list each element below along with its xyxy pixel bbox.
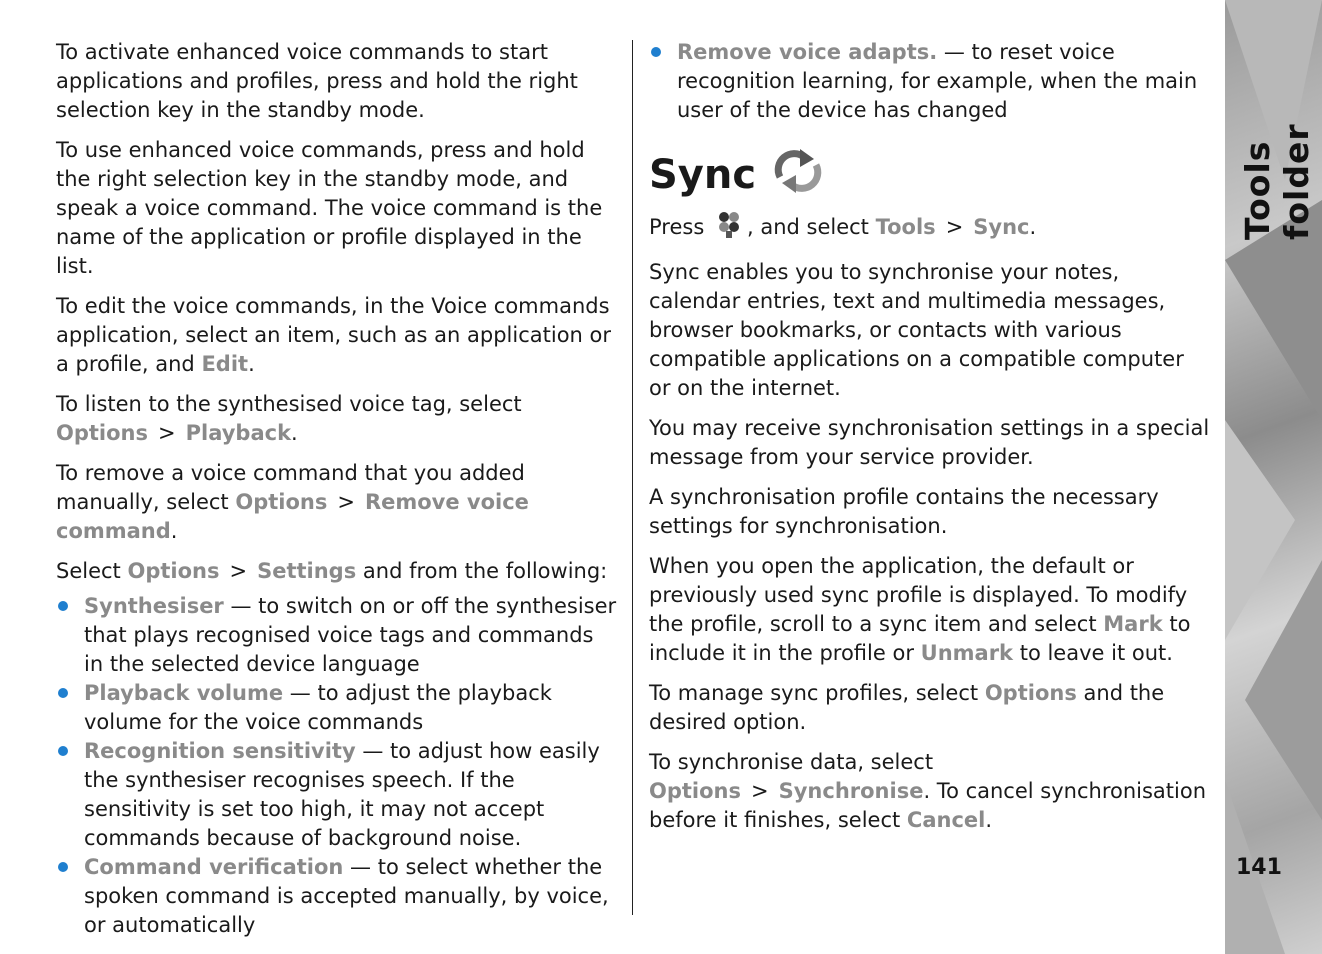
setting-term: Synthesiser [84,594,224,618]
menu-term-edit: Edit [201,352,249,376]
paragraph: To use enhanced voice commands, press and hold the right selection key in the standby mode, and speak a voice command. The voice command is the name of the application or profile displayed in the list. [56,138,603,278]
chapter-sidebar [1225,0,1322,954]
menu-term-options: Options [127,559,220,583]
section-heading [649,147,1211,203]
menu-term-cancel: Cancel [906,808,986,832]
text: and the desired option. [649,681,1165,734]
text: To remove a voice command that you added manually, select [56,461,525,514]
setting-description: — to reset voice recognition learning, for example, when the main user of the device has changed [677,40,1198,122]
text: . To cancel synchronisation before it finishes, select [649,779,1207,832]
text: to leave it out. [1019,641,1173,665]
paragraph: To activate enhanced voice commands to start applications and profiles, press and hold the right selection key in the standby mode. [56,40,578,122]
separator: > [945,215,964,239]
list-item [56,737,618,853]
text: When you open the application, the default or previously used sync profile is displayed. To modify the profile, scroll to a sync item and select [649,554,1188,636]
setting-description: — to adjust the playback volume for the voice commands [84,681,552,734]
paragraph [56,390,618,448]
list-item [649,38,1211,125]
paragraph [649,679,1211,737]
text: . [1029,215,1037,239]
menu-term-tools: Tools [875,215,936,239]
setting-term: Recognition sensitivity [84,739,356,763]
menu-term-options: Options [56,421,148,445]
right-column [649,38,1211,846]
menu-term-unmark: Unmark [920,641,1014,665]
paragraph [649,209,1211,247]
text: to include it in the profile or [649,612,1191,665]
menu-term-options: Options [984,681,1077,705]
menu-term-options: Options [649,779,741,803]
menu-term-playback: Playback [185,421,292,445]
text: . [248,352,255,376]
setting-description: — to select whether the spoken command is accepted manually, by voice, or automatically [84,855,609,937]
text: To edit the voice commands, in the Voice commands application, select an item, such as an application or a profile, and [56,294,612,376]
paragraph: You may receive synchronisation settings in a special message from your service provider. [649,416,1210,469]
separator: > [158,421,176,445]
setting-description: — to adjust how easily the synthesiser recognises speech. If the sensitivity is set too high, it may not accept commands because of background noise. [84,739,600,850]
page-title: Sync [649,152,757,198]
paragraph [56,459,618,546]
text: , and select [746,215,869,239]
chapter-title: Tools folder [1238,123,1316,240]
setting-term: Remove voice adapts. [677,40,938,64]
text: . [985,808,993,832]
text: To manage sync profiles, select [649,681,979,705]
column-divider [632,40,633,915]
menu-term-options: Options [235,490,328,514]
paragraph [56,557,618,586]
text: To listen to the synthesised voice tag, select [56,392,522,416]
setting-term: Playback volume [84,681,284,705]
settings-list [56,592,618,940]
list-item [56,679,618,737]
menu-term-mark: Mark [1103,612,1163,636]
text: To synchronise data, select [649,750,934,774]
paragraph: A synchronisation profile contains the necessary settings for synchronisation. [649,485,1159,538]
paragraph [649,552,1211,668]
text: . [291,421,298,445]
list-item [56,592,618,679]
menu-term-sync: Sync [973,215,1030,239]
text: . [170,519,178,543]
left-column [56,38,618,940]
paragraph: Sync enables you to synchronise your notes, calendar entries, text and multimedia messages, browser bookmarks, or contacts with various compatible applications on a compatible computer or on the internet. [649,260,1184,400]
page-number: 141 [1236,855,1282,880]
menu-term-remove: Remove voice command [56,490,529,543]
paragraph [56,292,618,379]
separator: > [337,490,355,514]
text: Press [649,215,705,239]
separator: > [229,559,248,583]
list-item [56,853,618,940]
sync-arrows-icon [770,147,826,203]
paragraph [649,748,1211,835]
settings-list [649,38,1211,125]
menu-key-icon [715,209,743,247]
setting-description: — to switch on or off the synthesiser that plays recognised voice tags and commands in the selected device language [84,594,617,676]
menu-term-synchronise: Synchronise [778,779,924,803]
menu-term-settings: Settings [257,559,357,583]
text: Select [56,559,121,583]
text: and from the following: [362,559,608,583]
separator: > [751,779,769,803]
setting-term: Command verification [84,855,344,879]
